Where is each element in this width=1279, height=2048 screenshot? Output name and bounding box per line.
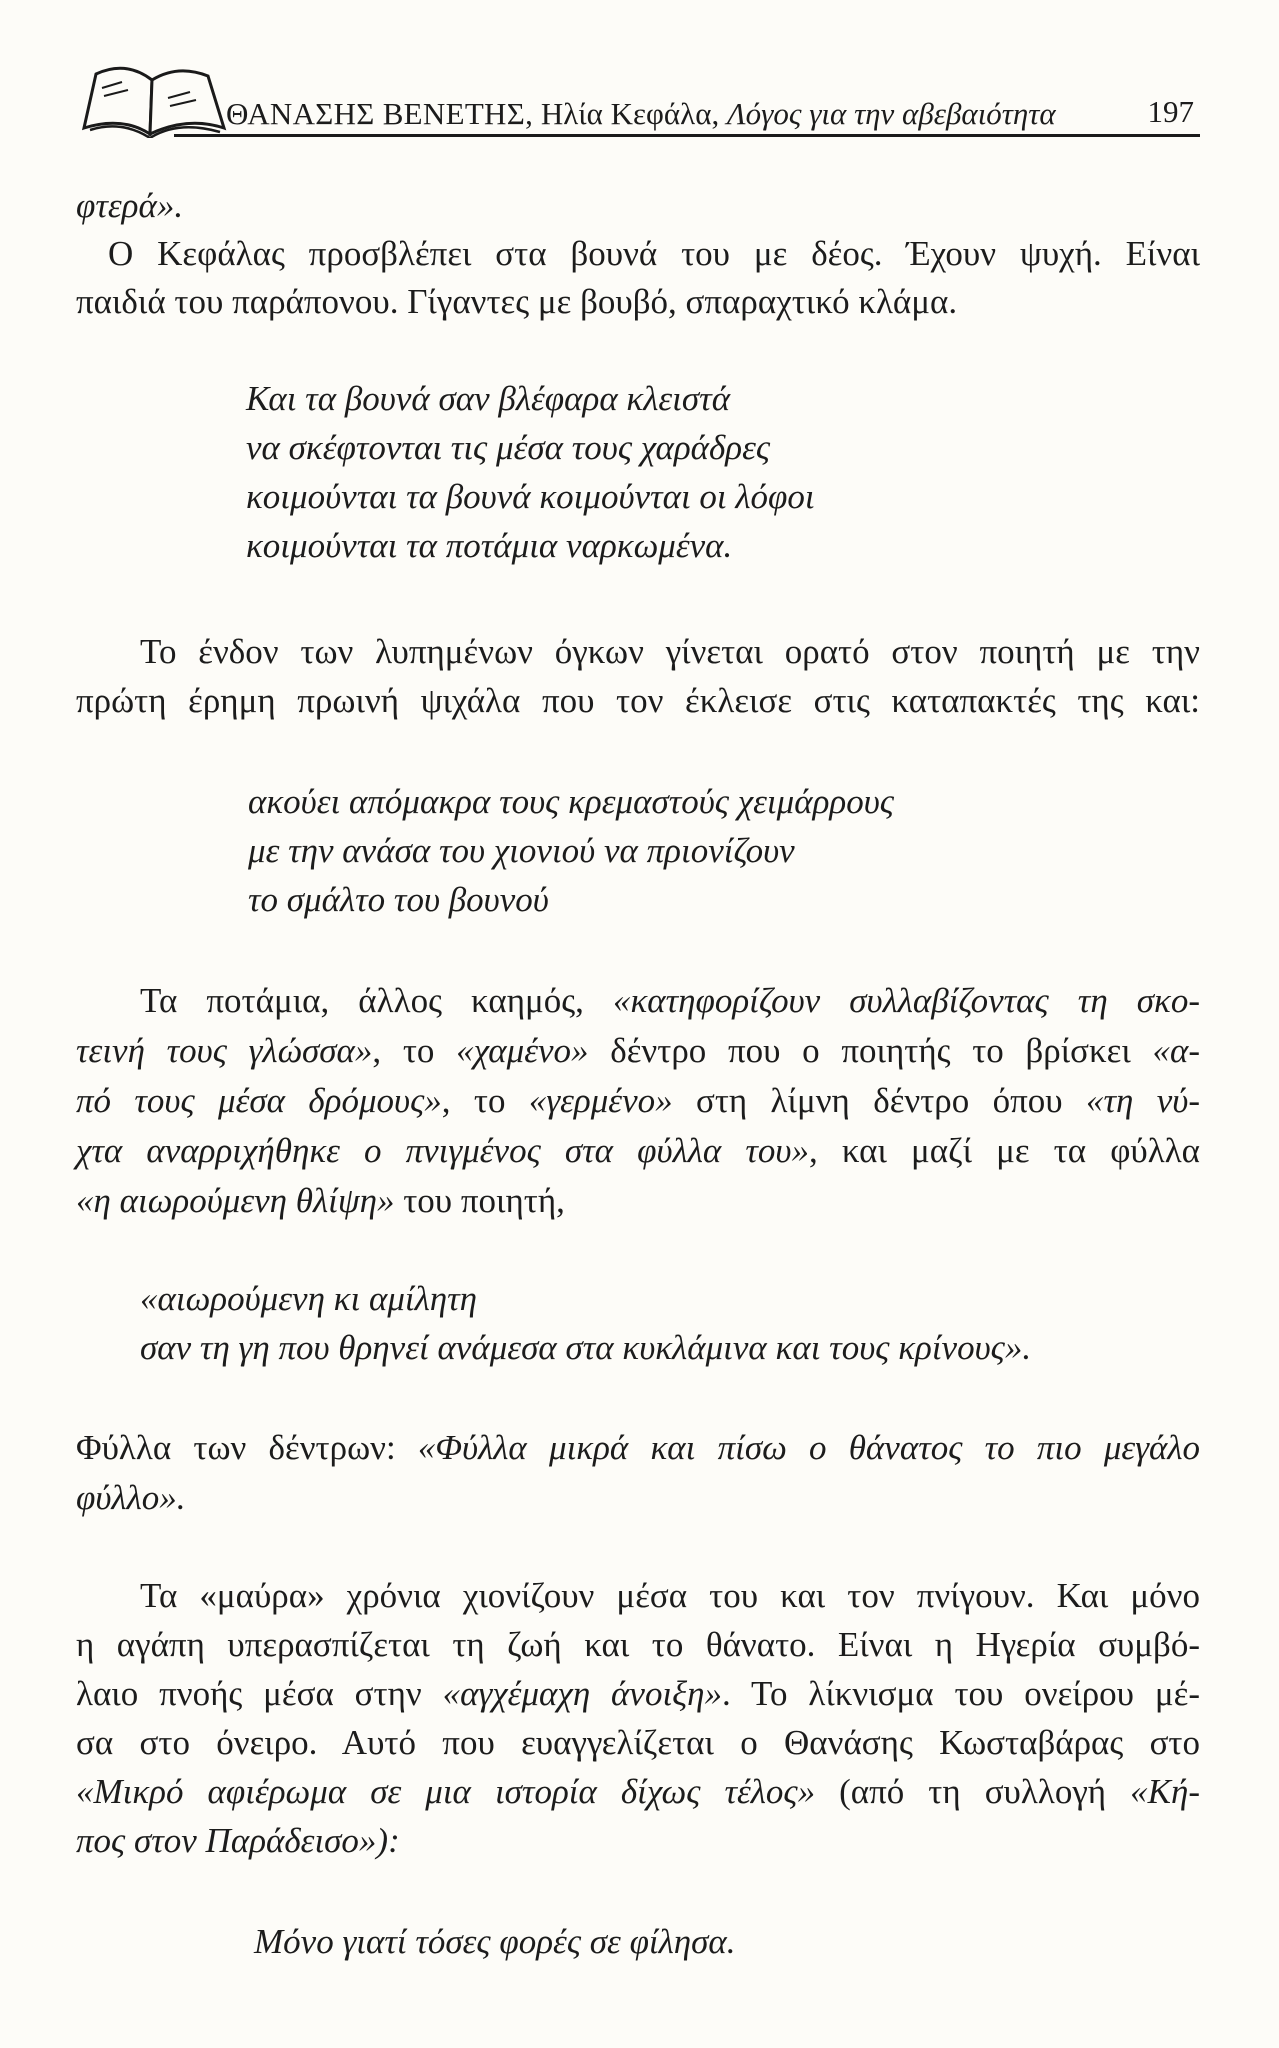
paragraph-line: «Μικρό αφιέρωμα σε μια ιστορία δίχως τέλος» (από τη συλλογή «Κή- xyxy=(76,1772,1200,1811)
poem-line: σαν τη γη που θρηνεί ανάμεσα στα κυκλάμινα και τους κρίνους». xyxy=(140,1328,1032,1367)
paragraph-line: Φύλλα των δέντρων: «Φύλλα μικρά και πίσω ο θάνατος το πιο μεγάλο xyxy=(76,1428,1201,1467)
paragraph-line: η αγάπη υπερασπίζεται τη ζωή και το θάνατο. Είναι η Ηγερία συμβό- xyxy=(76,1625,1200,1664)
paragraph-line: Τα «μαύρα» χρόνια χιονίζουν μέσα του και τον πνίγουν. Και μόνο xyxy=(140,1576,1200,1615)
poem-line: κοιμούνται τα ποτάμια ναρκωμένα. xyxy=(246,526,733,565)
poem-line: με την ανάσα του χιονιού να πριονίζουν xyxy=(248,831,795,870)
paragraph-line: παιδιά του παράπονου. Γίγαντες με βουβό, σπαραχτικό κλάμα. xyxy=(76,282,958,321)
paragraph-line: πό τους μέσα δρόμους», το «γερμένο» στη λίμνη δέντρο όπου «τη νύ- xyxy=(76,1081,1200,1120)
paragraph-line: πος στον Παράδεισο»): xyxy=(76,1821,400,1860)
header-text xyxy=(226,98,1056,129)
header-author: ΘΑΝΑΣΗΣ ΒΕΝΕΤΗΣ, xyxy=(226,96,534,131)
paragraph-line: Ο Κεφάλας προσβλέπει στα βουνά του με δέος. Έχουν ψυχή. Είναι xyxy=(108,234,1200,273)
poem-line: «αιωρούμενη κι αμίλητη xyxy=(140,1279,478,1318)
paragraph-line: Τα ποτάμια, άλλος καημός, «κατηφορίζουν συλλαβίζοντας τη σκο- xyxy=(140,981,1200,1020)
header-subject: Ηλία Κεφάλα, xyxy=(540,96,720,131)
paragraph-line: πρώτη έρημη πρωινή ψιχάλα που τον έκλεισε στις καταπακτές της και: xyxy=(76,681,1200,720)
paragraph-line: φτερά». xyxy=(76,186,184,225)
paragraph-line: λαιο πνοής μέσα στην «αγχέμαχη άνοιξη». Το λίκνισμα του ονείρου μέ- xyxy=(76,1674,1200,1713)
paragraph-line: χτα αναρριχήθηκε ο πνιγμένος στα φύλλα του», και μαζί με τα φύλλα xyxy=(76,1131,1200,1170)
poem-line: το σμάλτο του βουνού xyxy=(248,880,549,919)
poem-line: ακούει απόμακρα τους κρεμαστούς χειμάρρους xyxy=(248,782,894,821)
paragraph-line: σα στο όνειρο. Αυτό που ευαγγελίζεται ο Θανάσης Κωσταβάρας στο xyxy=(76,1723,1200,1762)
paragraph-line: Το ένδον των λυπημένων όγκων γίνεται ορατό στον ποιητή με την xyxy=(140,632,1200,671)
open-book-icon xyxy=(78,58,228,138)
poem-line: Και τα βουνά σαν βλέφαρα κλειστά xyxy=(246,379,731,418)
poem-line: Μόνο γιατί τόσες φορές σε φίλησα. xyxy=(254,1922,736,1961)
paragraph-line: τεινή τους γλώσσα», το «χαμένο» δέντρο που ο ποιητής το βρίσκει «α- xyxy=(76,1031,1200,1070)
running-header xyxy=(78,56,1200,140)
paragraph-line: φύλλο». xyxy=(76,1478,186,1517)
poem-line: κοιμούνται τα βουνά κοιμούνται οι λόφοι xyxy=(246,477,815,516)
header-work-title: Λόγος για την αβεβαιότητα xyxy=(726,96,1056,131)
header-rule xyxy=(174,134,1200,137)
page-number: 197 xyxy=(1147,94,1194,129)
paragraph-line: «η αιωρούμενη θλίψη» του ποιητή, xyxy=(76,1181,565,1220)
poem-line: να σκέφτονται τις μέσα τους χαράδρες xyxy=(246,428,771,467)
